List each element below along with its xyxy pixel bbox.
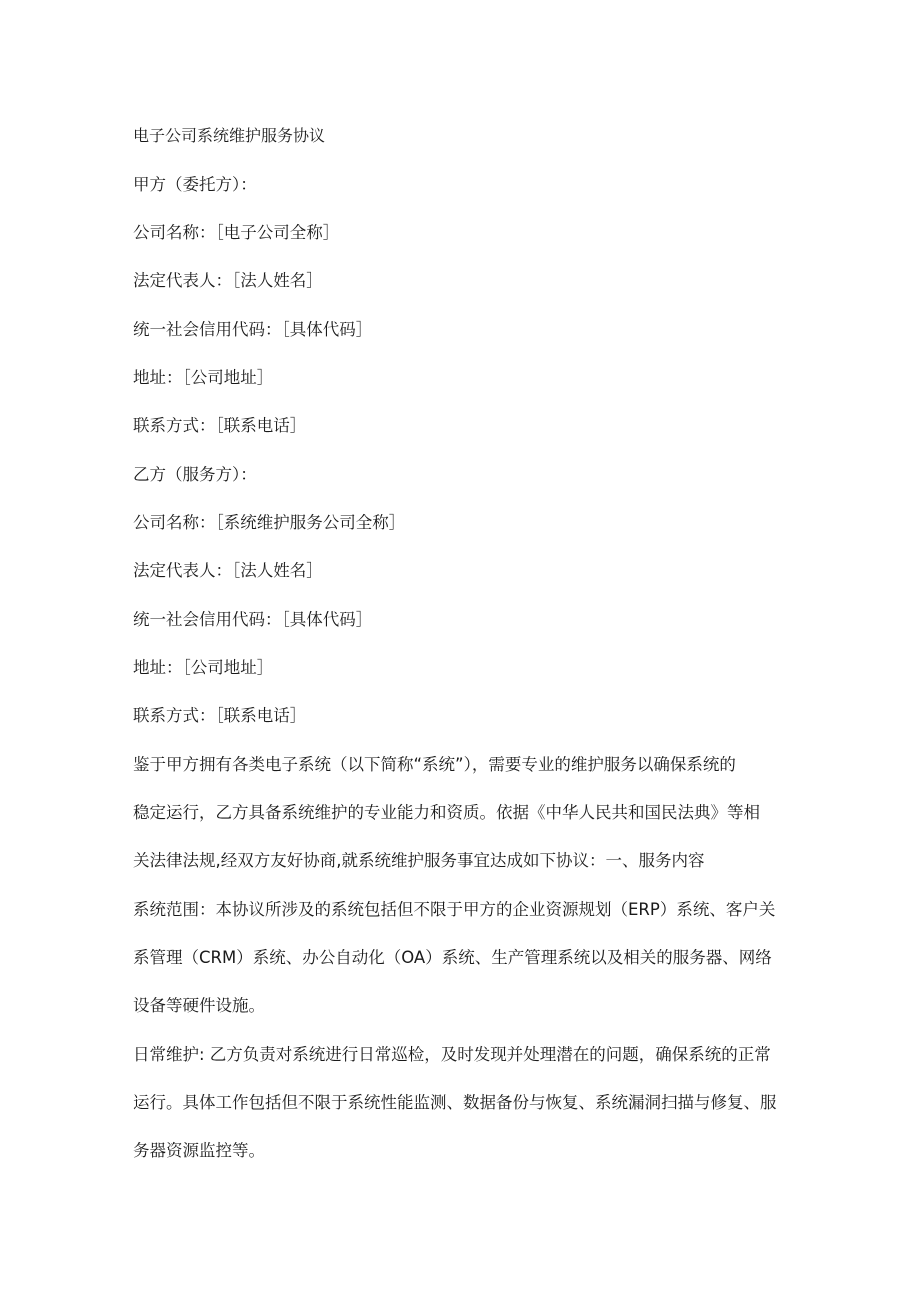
scope-line: 设备等硬件设施。 (133, 996, 265, 1015)
party-b-company-name: 公司名称：［系统维护服务公司全称］ (133, 513, 406, 532)
document-title: 电子公司系统维护服务协议 (133, 126, 326, 145)
preamble-line: 关法律法规,经双方友好协商,就系统维护服务事宜达成如下协议：一、服务内容 (133, 851, 705, 870)
preamble-line: 稳定运行，乙方具备系统维护的专业能力和资质。依据《中华人民共和国民法典》等相 (133, 803, 760, 822)
party-a-contact: 联系方式：［联系电话］ (133, 416, 307, 435)
party-a-address: 地址：［公司地址］ (133, 368, 274, 387)
scope-line: 系统范围：本协议所涉及的系统包括但不限于甲方的企业资源规划（ERP）系统、客户关 (133, 900, 776, 919)
party-b-heading: 乙方（服务方）： (133, 465, 257, 484)
party-b-credit-code: 统一社会信用代码：［具体代码］ (133, 610, 373, 629)
party-b-legal-rep: 法定代表人：［法人姓名］ (133, 561, 323, 580)
party-a-heading: 甲方（委托方）： (133, 175, 257, 194)
party-b-contact: 联系方式：［联系电话］ (133, 706, 307, 725)
party-b-address: 地址：［公司地址］ (133, 658, 274, 677)
daily-maintenance-line: 务器资源监控等。 (133, 1141, 265, 1160)
daily-maintenance-line: 日常维护: 乙方负责对系统进行日常巡检，及时发现并处理潜在的问题，确保系统的正常 (133, 1045, 771, 1064)
preamble-line: 鉴于甲方拥有各类电子系统（以下简称“系统”），需要专业的维护服务以确保系统的 (133, 755, 736, 774)
party-a-legal-rep: 法定代表人：［法人姓名］ (133, 271, 323, 290)
daily-maintenance-line: 运行。具体工作包括但不限于系统性能监测、数据备份与恢复、系统漏洞扫描与修复、服 (133, 1093, 777, 1112)
party-a-company-name: 公司名称：［电子公司全称］ (133, 223, 340, 242)
party-a-credit-code: 统一社会信用代码：［具体代码］ (133, 320, 373, 339)
scope-line: 系管理（CRM）系统、办公自动化（OA）系统、生产管理系统以及相关的服务器、网络 (133, 948, 772, 967)
